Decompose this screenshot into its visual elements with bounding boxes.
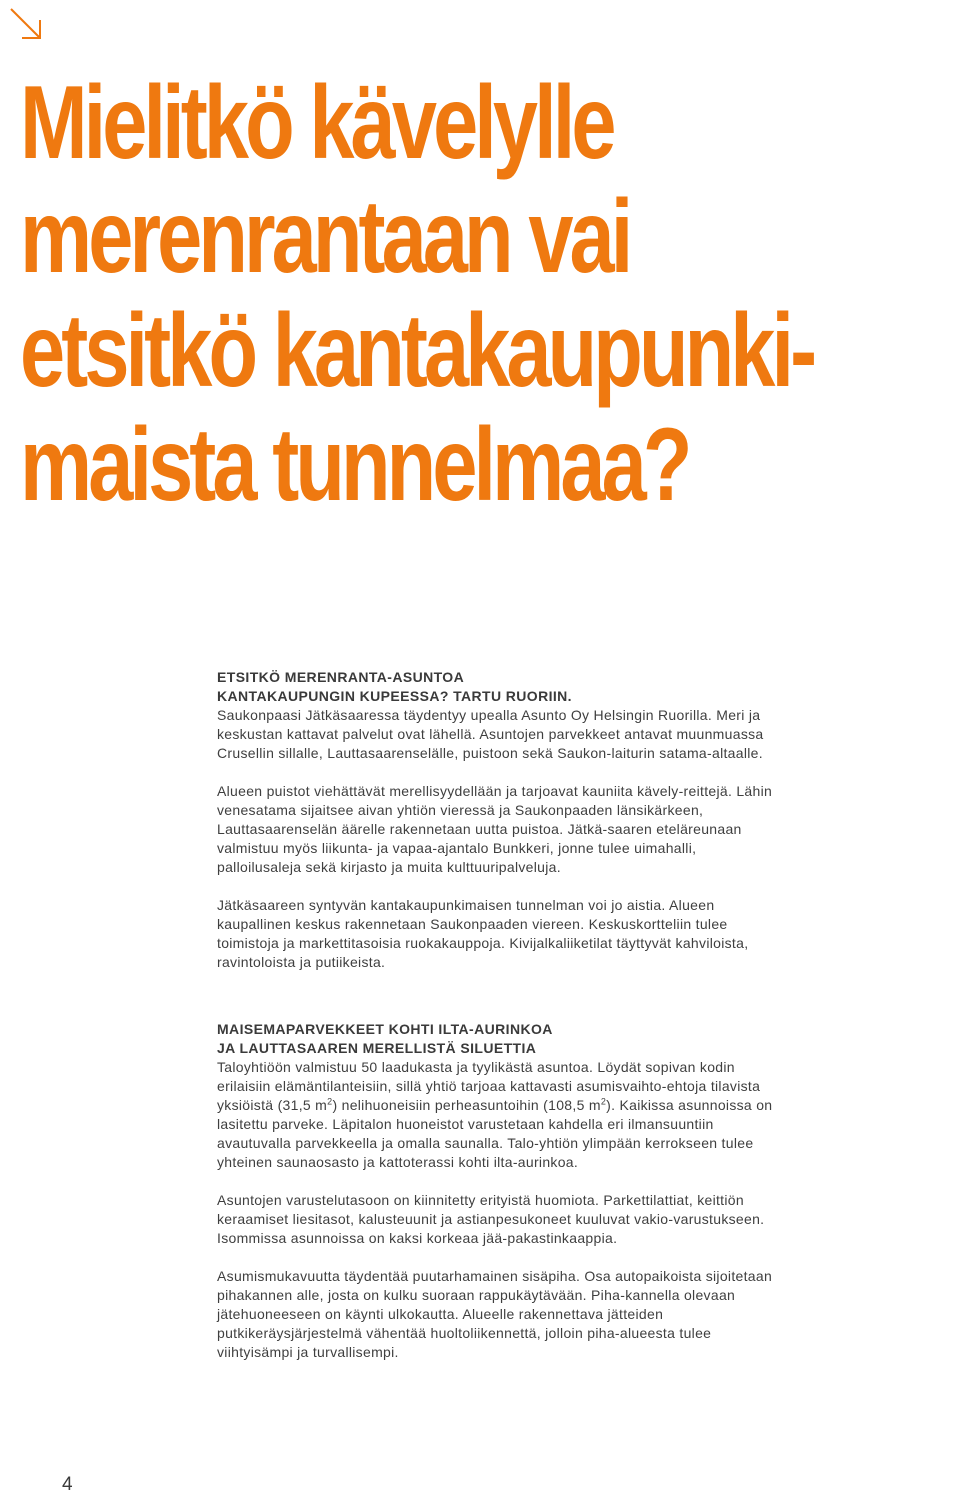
headline-line-3: etsitkö kantakaupunki-	[20, 293, 814, 409]
paragraph: Saukonpaasi Jätkäsaaressa täydentyy upealla Asunto Oy Helsingin Ruorilla. Meri ja keskustan kattavat palvelut ovat lähellä. Asuntojen parvekkeet antavat muunmuassa Crusellin sillalle, Lauttasaarenselälle, puistoon sekä Saukon-laiturin satama-altaalle.	[217, 707, 764, 761]
section-balconies	[217, 1020, 777, 1362]
headline-line-4: maista tunnelmaa?	[20, 407, 689, 523]
paragraph: Jätkäsaareen syntyvän kantakaupunkimaisen tunnelman voi jo aistia. Alueen kaupallinen keskus rakennetaan Saukonpaaden viereen. Keskuskortteliin tulee toimistoja ja markettitasoisia ruokakauppoja. Kivijalkaliiketilat täyttyvät kahviloista, ravintoloista ja putiikeista.	[217, 897, 749, 970]
section-heading-line-2: JA LAUTTASAAREN MERELLISTÄ SILUETTIA	[217, 1040, 537, 1056]
section-heading-line-1: MAISEMAPARVEKKEET KOHTI ILTA-AURINKOA	[217, 1021, 553, 1037]
page-headline	[20, 65, 814, 523]
paragraph: Asumismukavuutta täydentää puutarhamainen sisäpiha. Osa autopaikoista sijoitetaan pihakannen alle, josta on kulku suoraan rappukäytävään. Piha-kannella olevaan jätehuoneeseen on käynti ulkokautta. Alueelle rakennettava jätteiden putkikeräysjärjestelmä vähentää huoltoliikennettä, jolloin piha-alueesta tulee viihtyisämpi ja turvallisempi.	[217, 1268, 773, 1360]
article-body	[217, 668, 777, 1381]
paragraph: Alueen puistot viehättävät merellisyydellään ja tarjoavat kauniita kävely-reittejä. Lähin venesatama sijaitsee aivan yhtiön vieressä ja Saukonpaaden länsikärkeen, Lauttasaarenselän äärelle rakennetaan uutta puistoa. Jätkä-saaren eteläreunaan valmistuu myös liikunta- ja vapaa-ajantalo Bunkkeri, jonne tulee uimahalli, palloilusaleja sekä kirjasto ja muita kulttuuripalveluja.	[217, 783, 773, 875]
section-heading	[217, 1020, 777, 1058]
section-heading	[217, 668, 777, 706]
paragraph-text: ) nelihuoneisiin perheasuntoihin (108,5 m	[332, 1097, 601, 1113]
section-heading-line-1: ETSITKÖ MERENRANTA-ASUNTOA	[217, 669, 465, 685]
page-number: 4	[62, 1474, 73, 1495]
headline-line-1: Mielitkö kävelylle	[20, 65, 613, 181]
superscript: 2	[600, 1096, 607, 1107]
paragraph-text: Taloyhtiöön valmistuu 50 laadukasta ja tyylikästä asuntoa. Löydät sopivan kodin erilaisiin elämäntilanteisiin, sillä yhtiö tarjoaa kattavasti asumisvaihto-ehtoja tilavista yksiöistä (31,5 m	[217, 1059, 761, 1113]
section-heading-line-2: KANTAKAUPUNGIN KUPEESSA? TARTU RUORIIN.	[217, 688, 572, 704]
superscript: 2	[327, 1096, 333, 1107]
paragraph: Asuntojen varustelutasoon on kiinnitetty erityistä huomiota. Parkettilattiat, keittiön keraamiset liesitasot, kalusteuunit ja astianpesukoneet kuuluvat vakio-varustukseen. Isommissa asunnoissa on kaksi korkeaa jää-pakastinkaappia.	[217, 1192, 765, 1246]
arrow-down-right-icon	[8, 6, 44, 42]
paragraph	[217, 1058, 777, 1172]
section-seafront	[217, 668, 777, 972]
paragraph-text: ). Kaikissa asunnoissa on lasitettu parveke. Läpitalon huoneistot varustetaan kahdella eri ilmansuuntiin avautuvalla parvekkeella ja omalla saunalla. Talo-yhtiön ylimpään kerrokseen tulee yhteinen saunaosasto ja kattoterassi kohti ilta-aurinkoa.	[217, 1097, 773, 1170]
headline-line-2: merenrantaan vai	[20, 179, 630, 295]
